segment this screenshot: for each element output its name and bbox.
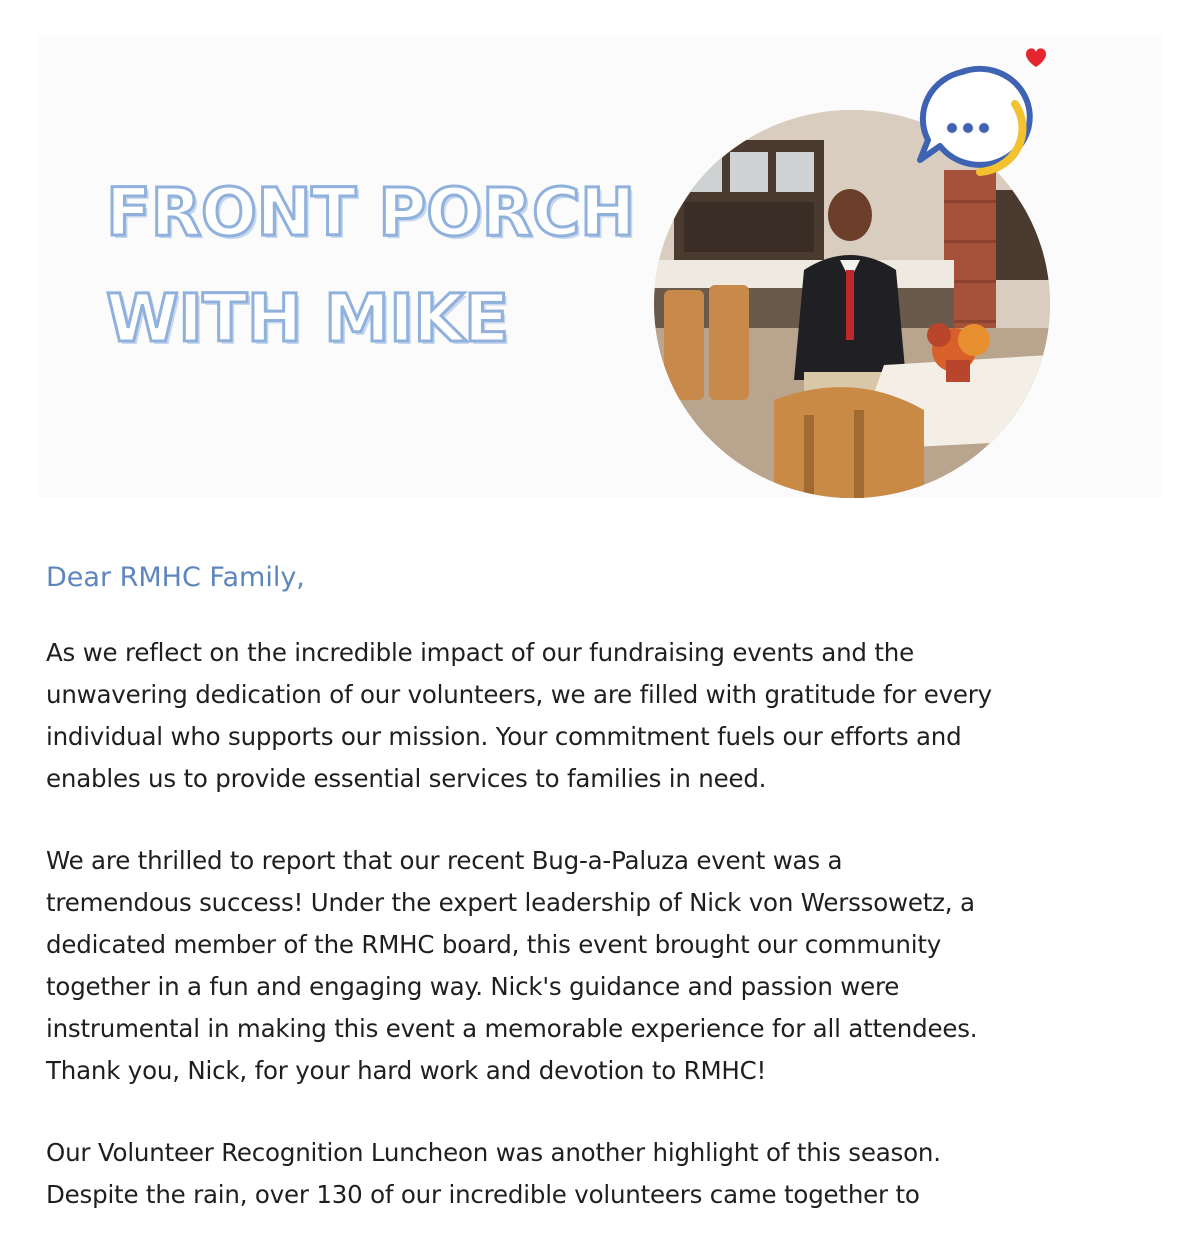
text-line: As we reflect on the incredible impact of our fundraising events and the xyxy=(46,638,914,668)
text-line: Thank you, Nick, for your hard work and devotion to RMHC! xyxy=(46,1056,767,1086)
newsletter-title-line-2: WITH MIKE xyxy=(106,280,509,357)
text-line: enables us to provide essential services to families in need. xyxy=(46,764,767,794)
text-line: tremendous success! Under the expert leadership of Nick von Werssowetz, a xyxy=(46,888,975,918)
letter-body xyxy=(46,540,1166,1256)
text-line: Despite the rain, over 130 of our incredible volunteers came together to xyxy=(46,1180,920,1210)
text-line: individual who supports our mission. Your commitment fuels our efforts and xyxy=(46,722,962,752)
paragraph xyxy=(46,840,1166,1092)
text-line: dedicated member of the RMHC board, this event brought our community xyxy=(46,930,942,960)
paragraph xyxy=(46,632,1166,800)
text-line: together in a fun and engaging way. Nick's guidance and passion were xyxy=(46,972,900,1002)
text-line: We are thrilled to report that our recent Bug-a-Paluza event was a xyxy=(46,846,843,876)
text-line: unwavering dedication of our volunteers, we are filled with gratitude for every xyxy=(46,680,992,710)
newsletter-title-line-1: FRONT PORCH xyxy=(106,174,635,251)
text-line: Our Volunteer Recognition Luncheon was another highlight of this season. xyxy=(46,1138,941,1168)
text-line: instrumental in making this event a memorable experience for all attendees. xyxy=(46,1014,978,1044)
paragraph xyxy=(46,1132,1166,1216)
chat-bubble-heart-icon xyxy=(900,42,1050,182)
salutation: Dear RMHC Family, xyxy=(46,562,305,593)
